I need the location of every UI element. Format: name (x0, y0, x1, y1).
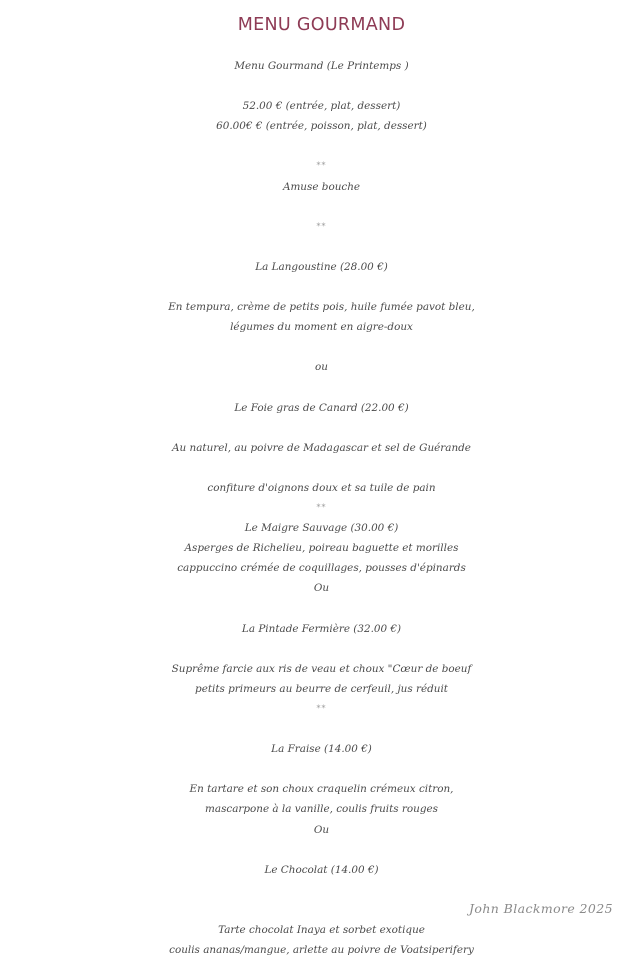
blank-line (0, 277, 643, 297)
blank-line (0, 639, 643, 659)
dish-description: cappuccino crémée de coquillages, pousses d'épinards (177, 562, 466, 575)
dish-name: La Pintade Fermière (32.00 €) (241, 622, 402, 635)
dish-description: En tartare et son choux craquelin crémeux citron, (189, 783, 454, 796)
blank-line (0, 599, 643, 619)
blank-line (0, 759, 643, 779)
dish-description: Suprême farcie aux ris de veau et choux "Cœur de boeuf (171, 662, 472, 675)
dish-name: Le Maigre Sauvage (30.00 €) (244, 522, 399, 535)
dish-name: Le Chocolat (14.00 €) (264, 863, 379, 876)
blank-line (0, 880, 643, 900)
dish-name: Le Foie gras de Canard (22.00 €) (234, 401, 409, 414)
blank-line (0, 136, 643, 156)
blank-line (0, 840, 643, 860)
separator-stars: ** (316, 161, 327, 171)
blank-line (0, 337, 643, 357)
menu-title: MENU GOURMAND (237, 15, 406, 35)
dish-description: En tempura, crème de petits pois, huile fumée pavot bleu, (168, 301, 475, 314)
blank-line (0, 237, 643, 257)
dish-description: Asperges de Richelieu, poireau baguette et morilles (184, 542, 459, 555)
separator-stars: ** (316, 503, 327, 513)
dish-name: La Fraise (14.00 €) (271, 743, 372, 756)
blank-line (0, 76, 643, 96)
dish-description: coulis ananas/mangue, arlette au poivre de Voatsiperifery (169, 944, 474, 957)
dish-description: Au naturel, au poivre de Madagascar et sel de Guérande (172, 441, 471, 454)
separator-stars: ** (316, 704, 327, 713)
menu-lines (0, 56, 643, 960)
signature: John Blackmore 2025 (469, 901, 613, 916)
dish-name: La Langoustine (28.00 €) (255, 260, 388, 273)
or-divider: ou (315, 361, 328, 374)
or-divider: Ou (313, 582, 330, 595)
menu-subtitle: Menu Gourmand (Le Printemps ) (234, 60, 409, 72)
dish-description: petits primeurs au beurre de cerfeuil, jus réduit (195, 682, 448, 695)
separator-stars: ** (316, 221, 327, 231)
course-name: Amuse bouche (282, 180, 361, 193)
price-line: 60.00€ € (entrée, poisson, plat, dessert) (216, 120, 427, 133)
dish-description: mascarpone à la vanille, coulis fruits rouges (205, 803, 438, 816)
blank-line (0, 719, 643, 739)
blank-line (0, 378, 643, 398)
blank-line (0, 197, 643, 217)
dish-description: Tarte chocolat Inaya et sorbet exotique (218, 924, 425, 937)
or-divider: Ou (313, 823, 330, 836)
dish-description: confiture d'oignons doux et sa tuile de pain (207, 481, 436, 494)
blank-line (0, 418, 643, 438)
price-line: 52.00 € (entrée, plat, dessert) (242, 100, 401, 113)
blank-line (0, 458, 643, 478)
dish-description: légumes du moment en aigre-doux (230, 321, 413, 334)
